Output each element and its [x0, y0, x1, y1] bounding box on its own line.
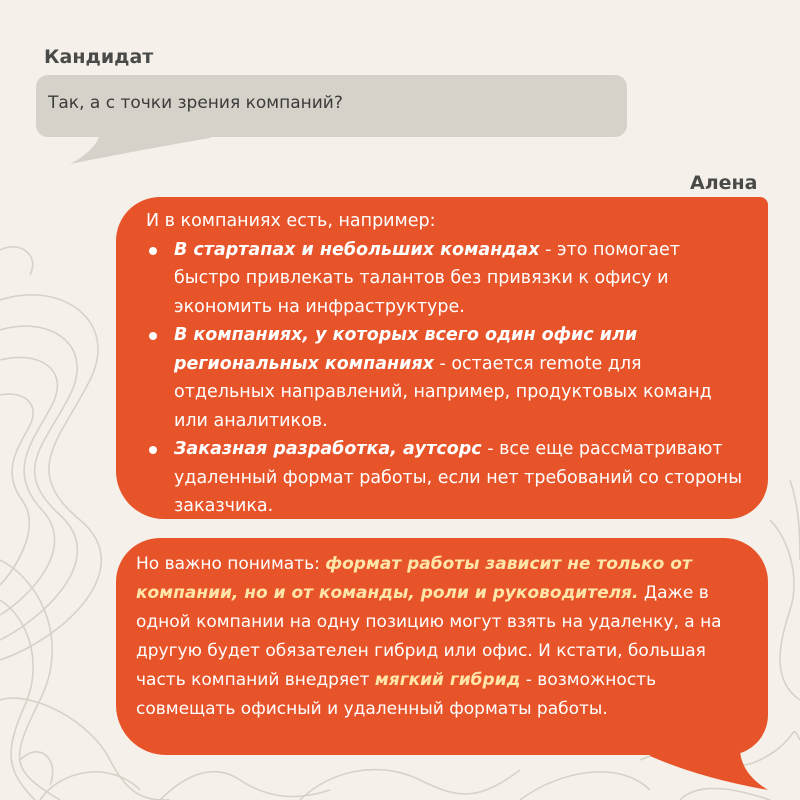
- list-item-bold: В стартапах и небольших командах: [174, 239, 540, 260]
- list-item-text: - это помогает быстро привлекать талантов без привязки к офису и экономить на инфраструктуре.: [174, 239, 680, 317]
- list-item-bold: В компаниях, у которых всего один офис или региональных компаниях: [174, 325, 638, 374]
- company-types-list: [146, 236, 742, 521]
- list-item: [146, 236, 742, 322]
- candidate-name: Кандидат: [44, 46, 154, 68]
- candidate-bubble-tail: [60, 130, 210, 170]
- candidate-message-text: Так, а с точки зрения компаний?: [48, 93, 343, 113]
- highlight-soft-hybrid: мягкий гибрид: [374, 670, 521, 690]
- message-end-text: - возможность совмещать офисный и удаленный форматы работы.: [136, 670, 657, 719]
- alena-message-bubble-1: [116, 197, 768, 519]
- list-item-bold: Заказная разработка, аутсорс: [174, 439, 482, 459]
- alena-bubble-tail: [650, 748, 770, 793]
- candidate-message-bubble: [36, 75, 627, 137]
- list-item-text: - все еще рассматривают удаленный формат работы, если нет требований со стороны заказчика.: [174, 439, 743, 516]
- list-item-text: - остается remote для отдельных направлений, например, продуктовых команд или аналитиков.: [174, 353, 712, 431]
- list-item: [146, 435, 742, 521]
- list-item: [146, 321, 742, 435]
- alena-message-bubble-2: [116, 538, 768, 755]
- highlight-work-format: формат работы зависит не только от компании, но и от команды, роли и руководителя.: [136, 554, 692, 603]
- alena-name: Алена: [690, 172, 758, 194]
- message-middle-text: Даже в одной компании на одну позицию могут взять на удаленку, а на другую будет обязателен гибрид или офис. И кстати, большая часть компаний внедряет: [136, 583, 722, 690]
- alena-intro-text: И в компаниях есть, например:: [146, 211, 436, 231]
- message-lead-text: Но важно понимать:: [136, 554, 326, 574]
